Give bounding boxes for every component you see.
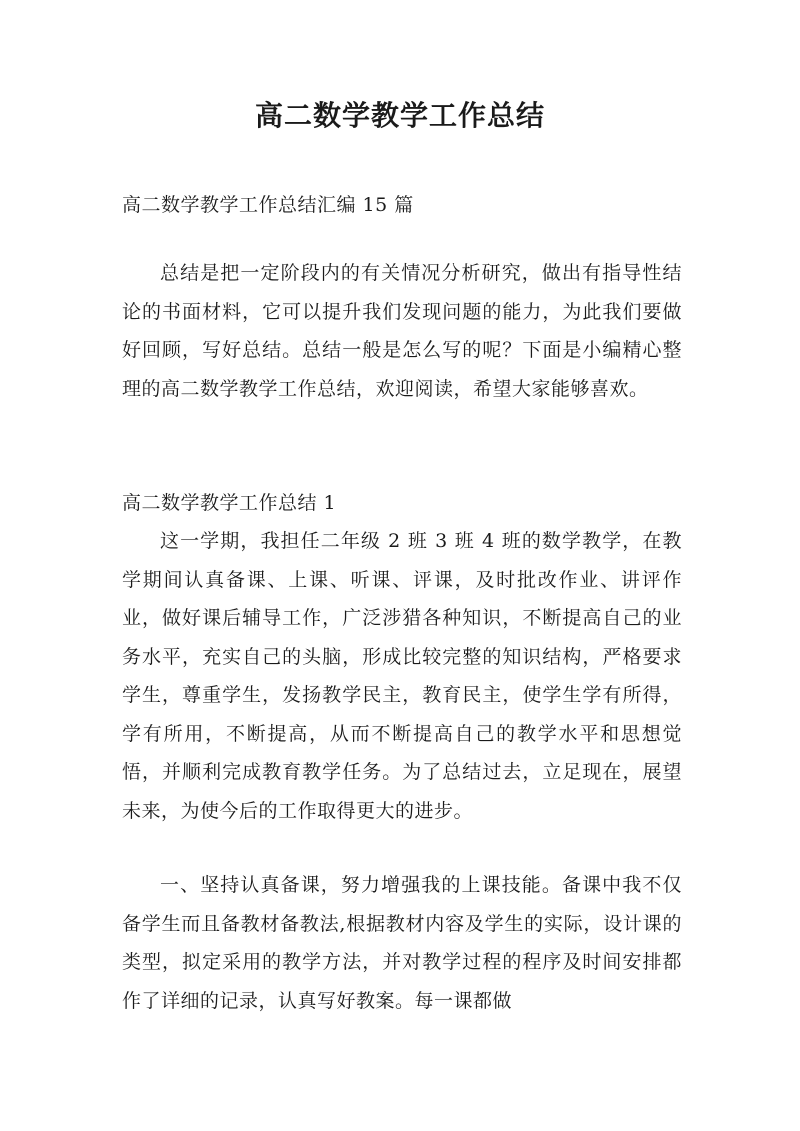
section-heading: 高二数学教学工作总结 1 [122,492,337,514]
document-title: 高二数学教学工作总结 [254,99,545,132]
document-subtitle: 高二数学教学工作总结汇编 15 篇 [122,194,414,216]
body-paragraph-1: 这一学期，我担任二年级 2 班 3 班 4 班的数学教学，在教学期间认真备课、上课、听课、评课，及时批改作业、讲评作业，做好课后辅导工作，广泛涉猎各种知识，不断提高自己的业务水平，充实自己的头脑，形成比较完整的知识结构，严格要求学生，尊重学生，发扬教学民主，教育民主，使学生学有所得，学有所用，不断提高，从而不断提高自己的教学水平和思想觉悟，并顺利完成教育教学任务。为了总结过去，立足现在，展望未来，为使今后的工作取得更大的进步。 [122,530,682,822]
body-paragraph-2: 一、坚持认真备课，努力增强我的上课技能。备课中我不仅备学生而且备教材备教法,根据教材内容及学生的实际，设计课的类型，拟定采用的教学方法，并对教学过程的程序及时间安排都作了详细的记录，认真写好教案。每一课都做 [122,874,682,1012]
intro-paragraph: 总结是把一定阶段内的有关情况分析研究，做出有指导性结论的书面材料，它可以提升我们发现问题的能力，为此我们要做好回顾，写好总结。总结一般是怎么写的呢？下面是小编精心整理的高二数学教学工作总结，欢迎阅读，希望大家能够喜欢。 [122,262,682,400]
